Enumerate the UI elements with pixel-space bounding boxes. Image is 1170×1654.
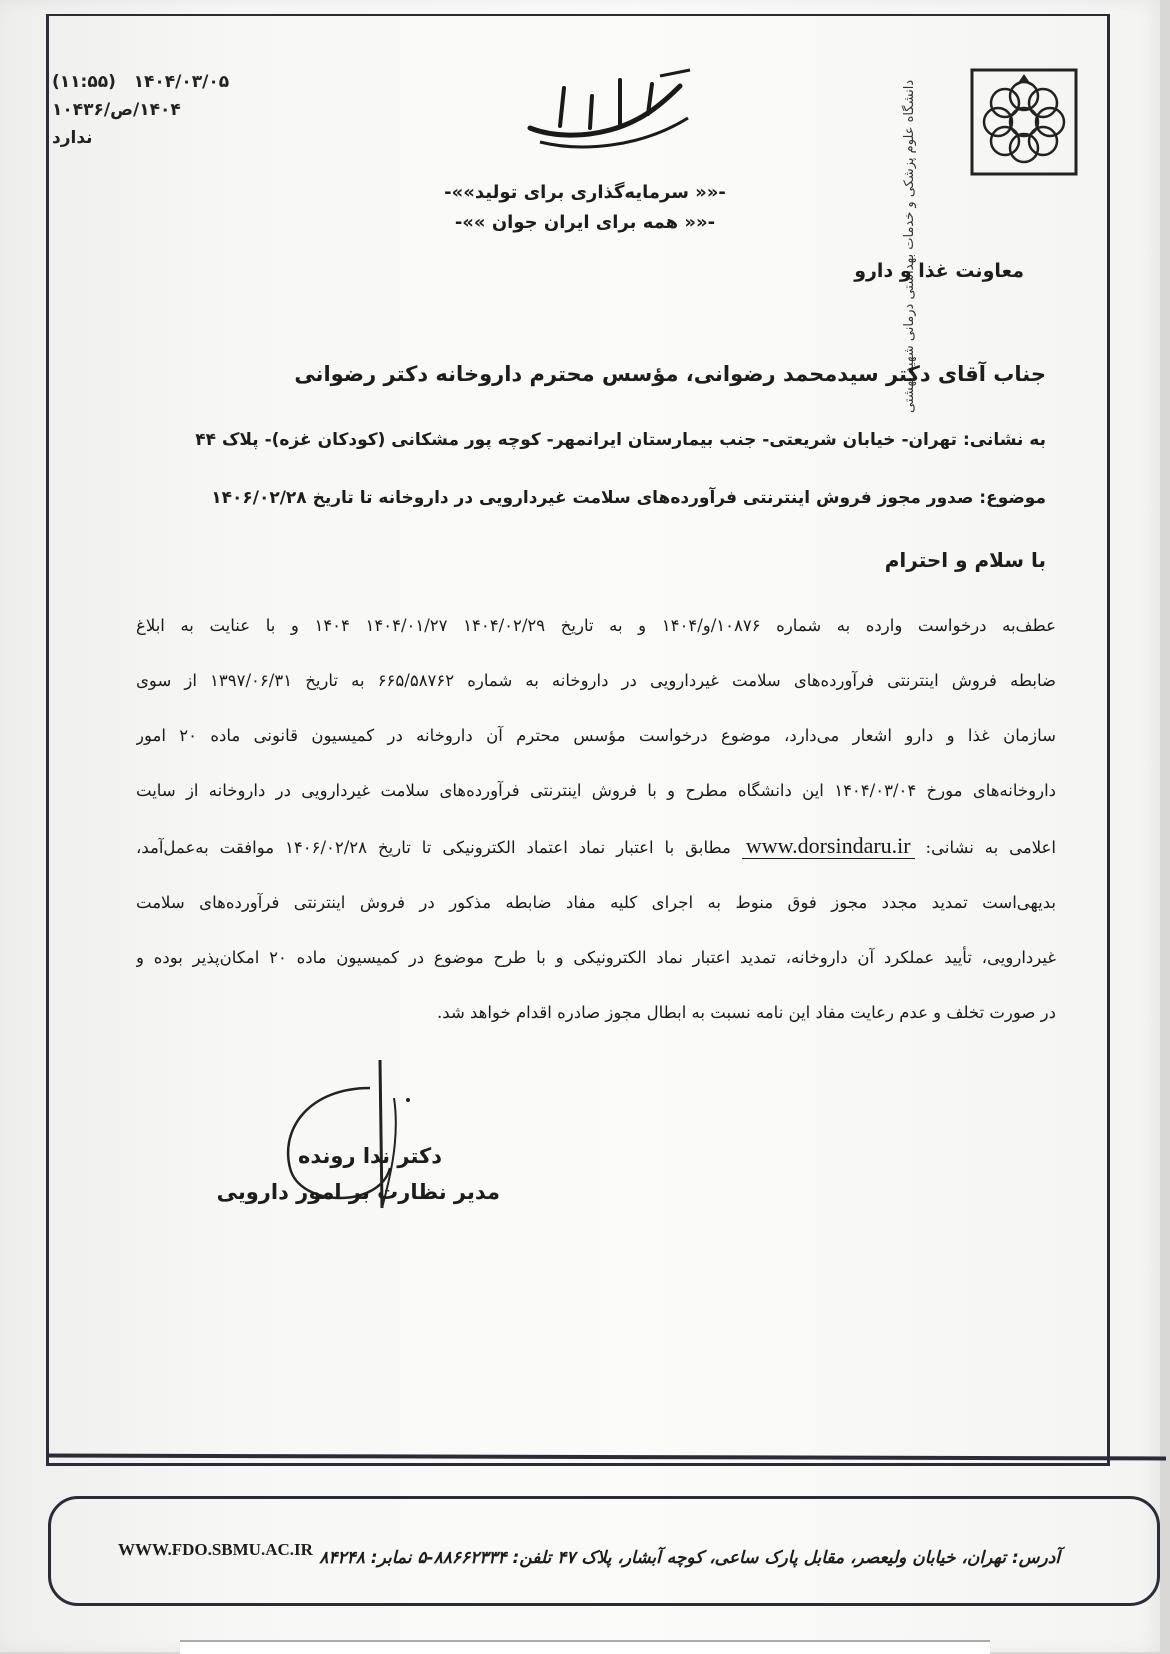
department-name: معاونت غذا و دارو	[854, 260, 1024, 282]
body-line-1: عطف‌به درخواست وارده به شماره ۱۰۸۷۶/و/۱۴۰۴ و به تاریخ ۱۴۰۴/۰۲/۲۹ ۱۴۰۴/۰۱/۲۷ ۱۴۰۴ و با عنایت به ابلاغ	[136, 616, 1056, 635]
signer-name: دکتر ندا رونده	[297, 1144, 443, 1168]
footer-website[interactable]: WWW.FDO.SBMU.AC.IR	[118, 1540, 313, 1559]
letter-meta	[52, 68, 252, 152]
letter-body	[136, 598, 1056, 1040]
body-line-7: غیردارویی، تأیید عملکرد آن داروخانه، تمدید اعتبار نماد الکترونیکی و با طرح موضوع در کمیسیون ماده ۲۰ امکان‌پذیر بوده و	[136, 948, 1056, 967]
slogan-youth: -«« همه برای ایران جوان »»-	[454, 212, 716, 233]
letter-attachment: ندارد	[52, 128, 93, 148]
body-line-2: ضابطه فروش اینترنتی فرآورده‌های سلامت غیردارویی در داروخانه به شماره ۶۶۵/۵۸۷۶۲ به تاریخ ۱۳۹۷/۰۶/۳۱ از سوی	[136, 671, 1056, 690]
website-link[interactable]: www.dorsindaru.ir	[742, 833, 915, 859]
signer-block	[216, 1138, 500, 1210]
body-line-5-end: مطابق با اعتبار نماد اعتماد الکترونیکی تا تاریخ ۱۴۰۶/۰۲/۲۸ موافقت به‌عمل‌آمد،	[136, 838, 731, 857]
body-line-5	[136, 818, 1056, 875]
body-line-3: سازمان غذا و دارو اشعار می‌دارد، موضوع درخواست مؤسس محترم آن داروخانه در کمیسیون قانونی ماده ۲۰ امور	[136, 726, 1056, 745]
slogan-production: -«« سرمایه‌گذاری برای تولید»»-	[444, 182, 726, 203]
bismillah-text: بسمه تعالی	[610, 116, 615, 117]
signer-title: مدیر نظارت بر امور دارویی	[216, 1180, 500, 1204]
letter-number: ۱۴۰۴/ص/۱۰۴۳۶	[52, 100, 181, 120]
body-line-4: داروخانه‌های مورخ ۱۴۰۴/۰۳/۰۴ این دانشگاه مطرح و با فروش اینترنتی فرآورده‌های سلامت غیردارویی در داروخانه از سایت	[136, 781, 1056, 800]
letter-time: (۱۱:۵۵)	[52, 72, 116, 92]
body-line-5-start: اعلامی به نشانی:	[925, 838, 1056, 857]
recipient: جناب آقای دکتر سیدمحمد رضوانی، مؤسس محترم داروخانه دکتر رضوانی	[294, 362, 1046, 386]
university-name: دانشگاه علوم پزشکی و خدمات بهداشتی درمانی شهید بهشتی	[902, 80, 917, 414]
body-line-8: در صورت تخلف و عدم رعایت مفاد این نامه نسبت به ابطال مجوز صادره اقدام خواهد شد.	[437, 1003, 1056, 1022]
greeting: با سلام و احترام	[884, 548, 1046, 572]
recipient-address: به نشانی: تهران- خیابان شریعتی- جنب بیمارستان ایرانمهر- کوچه پور مشکانی (کودکان غزه)- پلاک ۴۴	[195, 430, 1046, 450]
letter-subject: موضوع: صدور مجوز فروش اینترنتی فرآورده‌های سلامت غیردارویی در داروخانه تا تاریخ ۱۴۰۶/۰۲/۲۸	[211, 488, 1046, 508]
footer-address: آدرس: تهران، خیابان ولیعصر، مقابل پارک ساعی، کوچه آبشار، پلاک ۴۷ تلفن: ۸۸۶۶۲۳۳۴-۵ نمابر: ۸۴۲۴۸	[319, 1548, 1060, 1568]
university-logo-icon	[968, 66, 1080, 178]
bismillah-calligraphy	[520, 66, 700, 152]
body-line-6: بدیهی‌است تمدید مجدد مجوز فوق منوط به اجرای کلیه مفاد ضابطه مذکور در فروش اینترنتی فرآورده‌های سلامت	[136, 893, 1056, 912]
letter-date: ۱۴۰۴/۰۳/۰۵	[133, 72, 230, 92]
